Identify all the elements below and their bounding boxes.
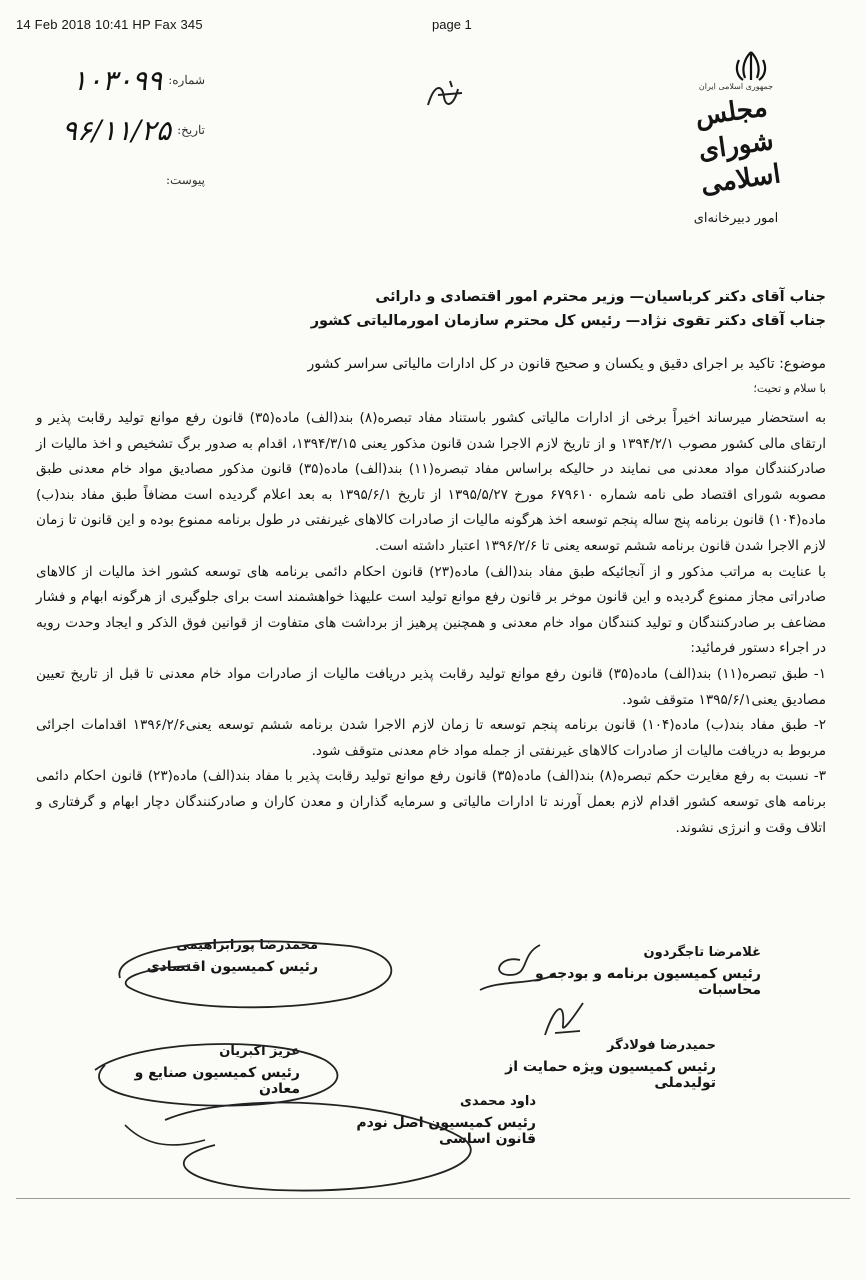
page-bottom-rule	[16, 1198, 850, 1199]
letter-body	[36, 406, 826, 841]
signatory-title: رئیس کمیسیون اقتصادی	[146, 959, 318, 975]
signatory-3	[456, 1038, 716, 1091]
signatory-2	[118, 938, 318, 975]
body-paragraph: با عنایت به مراتب مذکور و از آنجائیکه طبق مفاد بند(الف) ماده(۲۳) قانون احکام دائمی برنامه های توسعه کشور اخذ مالیات از کالاهای صادراتی مجاز ممنوع گردیده و این قانون موخر بر قانون رفع موانع تولید است علیهذا خواهشمند است برای جلوگیری از هرگونه ابهام و فشار مضاعف بر صادرکنندگان و تولید کنندگان مواد خام معدنی و همچنین پرهیز از برداشت های متفاوت از قوانین فوق الذکر و ایجاد وحدت رویه در اجراء دستور فرمائید:	[36, 563, 826, 657]
handwritten-signature	[535, 995, 595, 1040]
signatory-name: غلامرضا تاجگردون	[643, 945, 761, 960]
number-label: شماره:	[168, 73, 205, 87]
fax-header-line: 14 Feb 2018 10:41 HP Fax 345	[16, 17, 203, 32]
signatory-title: رئیس کمیسیون ویژه حمایت از تولیدملی	[505, 1059, 716, 1091]
body-item-1: ۱- طبق تبصره(۱۱) بند(الف) ماده(۳۵) قانون رفع موانع تولید رقابت پذیر دریافت مالیات از صادرات مواد خام معدنی تا قبل از تاریخ تعیین مصادیق یعنی۱۳۹۵/۶/۱ متوقف شود.	[36, 665, 827, 708]
greeting: با سلام و تحیت؛	[753, 382, 826, 395]
bismillah-calligraphy	[420, 75, 470, 115]
signatory-4	[120, 1044, 300, 1097]
body-item-2: ۲- طبق مفاد بند(ب) ماده(۱۰۴) قانون برنامه پنجم توسعه تا زمان لازم الاجرا شدن برنامه ششم توسعه یعنی۱۳۹۶/۲/۶ اقدامات اجرائی مربوط به دریافت مالیات از صادرات کالاهای غیرنفتی از جمله مواد خام معدنی متوقف شود.	[36, 717, 826, 759]
addressees	[46, 285, 826, 333]
addressee-1: جناب آقای دکتر کرباسیان— وزیر محترم امور اقتصادی و دارائی	[375, 289, 826, 305]
attachment-row	[55, 155, 205, 205]
body-paragraph: به استحضار میرساند اخیراً برخی از ادارات مالیاتی کشور باستناد مفاد تبصره(۸) بند(الف) ماده(۳۵) قانون رفع موانع تولید رقابت پذیر و ارتقای مالی کشور مصوب ۱۳۹۴/۲/۱ و از تاریخ لازم الاجرا شدن قانون مذکور یعنی ۱۳۹۴/۳/۱۵، اقدام به صدور برگ تشخیص و اخذ مالیات از صادرکنندگان مواد معدنی می نمایند در حالیکه براساس مفاد تبصره(۱۱) بند(الف) ماده(۳۵) قانون مذکور مصادیق مواد خام معدنی طبق مصوبه شورای اقتصاد طی نامه شماره ۶۷۹۶۱۰ مورخ ۱۳۹۵/۵/۲۷ از تاریخ ۱۳۹۵/۶/۱ به بعد اعلام گردیده است مضافاً طبق مفاد بند(ب) ماده(۱۰۴) قانون برنامه پنج ساله پنجم توسعه اخذ هرگونه مالیات از صادرات کالاهای غیرنفتی در طول برنامه ممنوع بوده و این قانون تا زمان لازم الاجرا شدن قانون برنامه ششم توسعه یعنی تا ۱۳۹۶/۲/۶ اعتبار داشته است.	[36, 410, 827, 554]
signatory-name: داود محمدی	[460, 1094, 536, 1109]
number-value: ۱۰۳۰۹۹	[71, 63, 163, 97]
signatory-name: عزیز اکبریان	[219, 1044, 300, 1059]
number-row	[55, 55, 205, 105]
date-label: تاریخ:	[177, 123, 205, 137]
emblem-icon	[731, 50, 771, 82]
org-department: امور دبیرخانه‌ای	[693, 211, 779, 226]
date-value: ۹۶/۱۱/۲۵	[61, 113, 172, 147]
org-prefix: جمهوری اسلامی ایران	[698, 82, 774, 91]
signatory-1	[481, 945, 761, 998]
subject-line: موضوع: تاکید بر اجرای دقیق و یکسان و صحیح قانون در کل ادارات مالیاتی سراسر کشور	[307, 356, 826, 372]
signatory-name: حمیدرضا فولادگر	[606, 1038, 716, 1053]
letter-meta	[55, 55, 205, 205]
signatory-5	[316, 1094, 536, 1147]
addressee-2: جناب آقای دکتر تقوی نژاد— رئیس کل محترم سازمان امورمالیاتی کشور	[310, 313, 826, 329]
signatory-title: رئیس کمیسیون صنایع و معادن	[134, 1065, 300, 1097]
signatory-title: رئیس کمیسیون اصل نودم قانون اساسی	[356, 1115, 536, 1147]
signatory-title: رئیس کمیسیون برنامه و بودجه و محاسبات	[535, 966, 761, 998]
date-row	[55, 105, 205, 155]
signatory-name: محمدرضا پورابراهیمی	[176, 938, 318, 953]
body-item-3: ۳- نسبت به رفع مغایرت حکم تبصره(۸) بند(الف) ماده(۳۵) قانون رفع موانع تولید رقابت پذیر با مفاد بند(الف) ماده(۲۳) قانون احکام دائمی برنامه های توسعه کشور اقدام لازم بعمل آورند تا ادارات مالیاتی و سرمایه گذاران و معدن کاران و صادرکنندگان دچار ابهام و گرفتاری و اتلاف وقت و انرژی نشوند.	[36, 768, 826, 836]
organization-block	[666, 82, 806, 226]
org-name: مجلس شورای اسلامی	[693, 92, 783, 201]
fax-page-number: page 1	[432, 17, 472, 32]
attachment-label: پیوست:	[165, 173, 205, 187]
